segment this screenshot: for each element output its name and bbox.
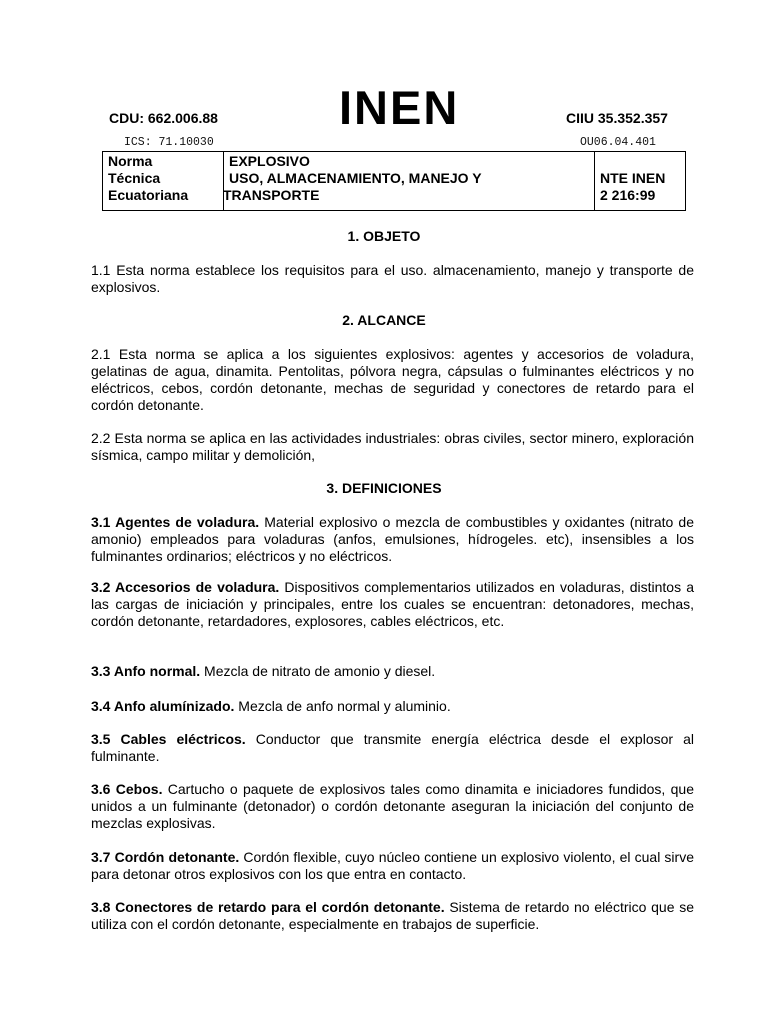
ics-code: ICS: 71.10030 — [124, 136, 214, 149]
definition-text: Mezcla de nitrato de amonio y diesel. — [200, 663, 436, 679]
definition-text: Material explosivo o mezcla de combustibles y oxidantes (nitrato de amonio) empleados para voladuras (anfos, emulsiones, hídrogeles. etc), insensibles a los fulminantes ordinarios; eléctricos y no eléctricos. — [91, 514, 694, 564]
definition-text: Dispositivos complementarios utilizados en voladuras, distintos a las cargas de iniciación y principales, entre los cuales se encuentran: detonadores, mechas, cordón detonante, retardadores, explosores, cables eléctricos, etc. — [91, 579, 694, 629]
definition-3-7 — [91, 849, 694, 883]
section-heading-alcance: 2. ALCANCE — [342, 312, 426, 328]
ciiu-code: CIIU 35.352.357 — [566, 110, 668, 126]
definition-3-6 — [91, 781, 694, 832]
definition-3-8 — [91, 899, 694, 933]
document-code: OU06.04.401 — [580, 136, 656, 149]
inen-logo: INEN — [339, 81, 460, 134]
definition-term: 3.8 Conectores de retardo para el cordón detonante. — [91, 899, 445, 915]
definition-3-4 — [91, 698, 694, 715]
definition-3-2 — [91, 579, 694, 630]
norm-type-line: Técnica — [108, 170, 161, 186]
definition-text: Cartucho o paquete de explosivos tales como dinamita e iniciadores fundidos, que unidos a un fulminante (detonador) o cordón detonante aseguran la iniciación del conjunto de mezclas explosivas. — [91, 781, 694, 831]
norm-type-line: Ecuatoriana — [108, 187, 189, 203]
nte-label: NTE INEN — [600, 170, 666, 186]
norm-title-line: EXPLOSIVO — [229, 153, 310, 169]
norm-header-table — [102, 151, 686, 211]
section-heading-objeto: 1. OBJETO — [347, 228, 421, 244]
definition-term: 3.2 Accesorios de voladura. — [91, 579, 280, 595]
definition-term: 3.4 Anfo alumínizado. — [91, 698, 235, 714]
definition-term: 3.1 Agentes de voladura. — [91, 514, 260, 530]
definition-term: 3.6 Cebos. — [91, 781, 163, 797]
definition-3-3 — [91, 663, 694, 680]
paragraph-2-2: 2.2 Esta norma se aplica en las actividades industriales: obras civiles, sector minero, exploración sísmica, campo militar y demolición, — [91, 430, 694, 463]
definition-term: 3.5 Cables eléctricos. — [91, 731, 246, 747]
definition-term: 3.3 Anfo normal. — [91, 663, 201, 679]
definition-term: 3.7 Cordón detonante. — [91, 849, 240, 865]
definition-text: Sistema de retardo no eléctrico que se utiliza con el cordón detonante, especialmente en trabajos de superficie. — [91, 899, 695, 932]
definition-3-1 — [91, 514, 694, 565]
norm-title-line: USO, ALMACENAMIENTO, MANEJO Y — [229, 170, 482, 186]
norm-title-line: TRANSPORTE — [223, 187, 320, 203]
norm-type-line: Norma — [108, 153, 153, 169]
paragraph-1-1: 1.1 Esta norma establece los requisitos para el uso. almacenamiento, manejo y transporte de explosivos. — [91, 262, 694, 295]
definition-text: Conductor que transmite energía eléctrica desde el explosor al fulminante. — [91, 731, 694, 764]
definition-text: Cordón flexible, cuyo núcleo contiene un explosivo violento, el cual sirve para detonar otros explosivos con los que entra en contacto. — [91, 849, 694, 882]
definition-3-5 — [91, 731, 694, 765]
nte-number: 2 216:99 — [600, 187, 656, 203]
definition-text: Mezcla de anfo normal y aluminio. — [234, 698, 451, 714]
section-heading-definiciones: 3. DEFINICIONES — [326, 480, 442, 496]
cdu-code: CDU: 662.006.88 — [109, 110, 218, 126]
paragraph-2-1: 2.1 Esta norma se aplica a los siguientes explosivos: agentes y accesorios de voladura, gelatinas de agua, dinamita. Pentolitas, pólvora negra, cápsulas o fulminantes eléctricos y no eléctricos, cebos, cordón detonante, mechas de seguridad y conectores de retardo para el cordón detonante. — [91, 346, 694, 413]
nte-cell-divider — [594, 152, 595, 210]
